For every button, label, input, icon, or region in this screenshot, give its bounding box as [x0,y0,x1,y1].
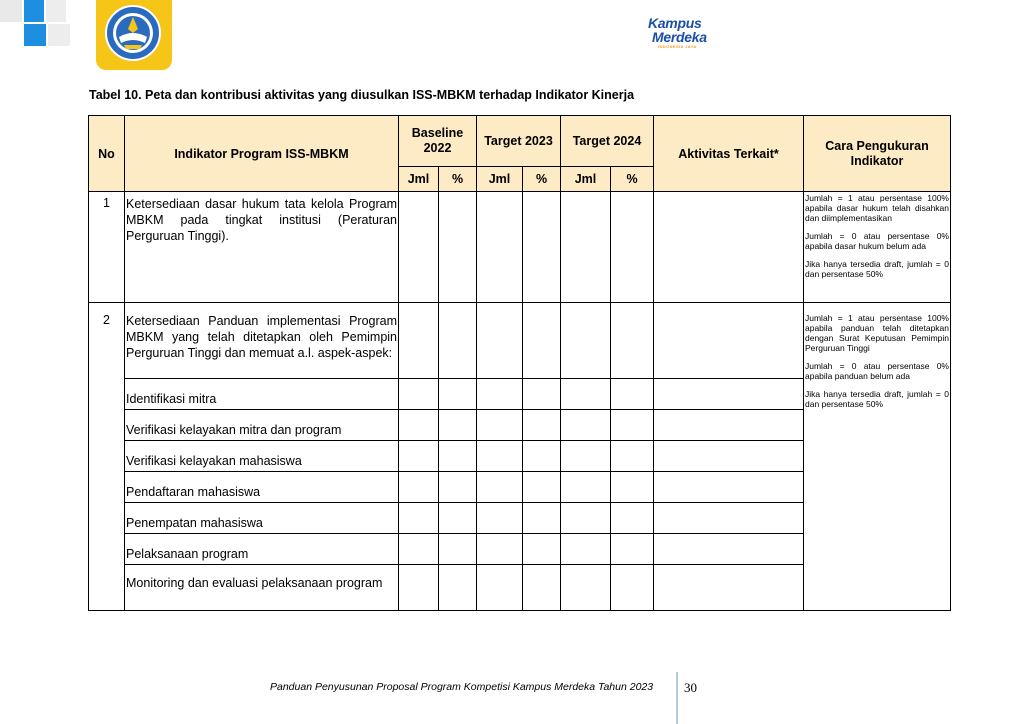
cell [523,503,561,534]
indicator-table [88,115,951,611]
cell-aktivitas [654,441,804,472]
cell [439,410,477,441]
cell [523,565,561,611]
measurement-cell [804,192,951,303]
cell [561,379,611,410]
header-pct: % [439,167,477,192]
cell-aktivitas [654,534,804,565]
cell [611,441,654,472]
cell [477,472,523,503]
aspect-text: Verifikasi kelayakan mitra dan program [125,410,399,441]
cell [523,410,561,441]
header-jml: Jml [477,167,523,192]
cell [611,503,654,534]
cell-aktivitas [654,472,804,503]
cell-2024-jml [561,303,611,379]
indicator-text: Ketersediaan Panduan implementasi Program MBKM yang telah ditetapkan oleh Pemimpin Perguruan Tinggi dan memuat a.l. aspek-aspek: [125,303,399,379]
cell-aktivitas [654,503,804,534]
measurement-rule: Jumlah = 0 atau persentase 0% apabila dasar hukum belum ada [805,231,949,251]
cell-2024-jml [561,192,611,303]
cell [561,503,611,534]
cell [477,534,523,565]
row-number: 1 [89,192,125,303]
aspect-text: Monitoring dan evaluasi pelaksanaan program [125,565,399,611]
measurement-rule: Jika hanya tersedia draft, jumlah = 0 dan persentase 50% [805,389,949,409]
cell [399,379,439,410]
row-number: 2 [89,303,125,611]
measurement-rule: Jika hanya tersedia draft, jumlah = 0 dan persentase 50% [805,259,949,279]
header-baseline: Baseline 2022 [399,116,477,167]
cell [439,534,477,565]
cell [611,472,654,503]
header-indikator: Indikator Program ISS-MBKM [125,116,399,192]
cell [399,472,439,503]
header-pct: % [523,167,561,192]
cell [477,565,523,611]
cell [561,410,611,441]
cell-2023-pct [523,303,561,379]
measurement-rule: Jumlah = 1 atau persentase 100% apabila panduan telah ditetapkan dengan Surat Keputusan Pemimpin Perguruan Tinggi [805,313,949,353]
cell [523,441,561,472]
cell [561,534,611,565]
header-aktivitas: Aktivitas Terkait* [654,116,804,192]
cell [523,534,561,565]
cell-aktivitas [654,410,804,441]
table-row [89,303,951,379]
cell [477,441,523,472]
logo-line1: Kampus [648,15,702,31]
header-pct: % [611,167,654,192]
footer-divider [676,672,678,724]
cell [477,410,523,441]
cell-2023-jml [477,303,523,379]
table-row [89,192,951,303]
cell [399,441,439,472]
cell [561,441,611,472]
cell-baseline-jml [399,192,439,303]
logo-line2: Merdeka [652,29,707,45]
decor-square-gray-2 [46,0,66,22]
decor-square-gray [0,0,22,22]
cell [477,379,523,410]
cell [523,472,561,503]
header-cara: Cara Pengukuran Indikator [804,116,951,192]
cell-aktivitas [654,303,804,379]
page-number: 30 [684,680,697,695]
aspect-text: Pelaksanaan program [125,534,399,565]
aspect-text: Penempatan mahasiswa [125,503,399,534]
cell [611,565,654,611]
footer-title: Panduan Penyusunan Proposal Program Kompetisi Kampus Merdeka Tahun 2023 [270,681,654,693]
aspect-text: Pendaftaran mahasiswa [125,472,399,503]
cell-baseline-pct [439,303,477,379]
cell [477,503,523,534]
cell [439,379,477,410]
header-target-2023: Target 2023 [477,116,561,167]
cell-aktivitas [654,565,804,611]
cell [611,410,654,441]
decor-square-blue [24,24,46,46]
cell [439,565,477,611]
cell-2023-jml [477,192,523,303]
cell [611,379,654,410]
header-target-2024: Target 2024 [561,116,654,167]
cell-aktivitas [654,379,804,410]
cell-baseline-pct [439,192,477,303]
aspect-text: Verifikasi kelayakan mahasiswa [125,441,399,472]
aspect-text: Identifikasi mitra [125,379,399,410]
cell [439,472,477,503]
header-jml: Jml [399,167,439,192]
measurement-rule: Jumlah = 0 atau persentase 0% apabila panduan belum ada [805,361,949,381]
cell [561,565,611,611]
header-no: No [89,116,125,192]
kampus-merdeka-logo [648,16,718,50]
cell-2024-pct [611,192,654,303]
measurement-cell [804,303,951,611]
cell-2024-pct [611,303,654,379]
header-jml: Jml [561,167,611,192]
decor-square-gray-3 [48,24,70,46]
cell-2023-pct [523,192,561,303]
cell [399,503,439,534]
cell [561,472,611,503]
cell [439,441,477,472]
cell [523,379,561,410]
cell [399,534,439,565]
measurement-rule: Jumlah = 1 atau persentase 100% apabila dasar hukum telah disahkan dan diimplementasikan [805,193,949,223]
cell [611,534,654,565]
cell [399,565,439,611]
cell [399,410,439,441]
cell-baseline-jml [399,303,439,379]
cell [439,503,477,534]
tut-wuri-handayani-emblem-icon [100,3,166,65]
cell-aktivitas [654,192,804,303]
table-caption: Tabel 10. Peta dan kontribusi aktivitas yang diusulkan ISS-MBKM terhadap Indikator Kinerja [89,88,635,102]
decor-square-blue-small [24,0,44,22]
logo-subtitle: INDONESIA JAYA [658,44,697,49]
indicator-text: Ketersediaan dasar hukum tata kelola Program MBKM pada tingkat institusi (Peraturan Perguruan Tinggi). [125,192,399,303]
